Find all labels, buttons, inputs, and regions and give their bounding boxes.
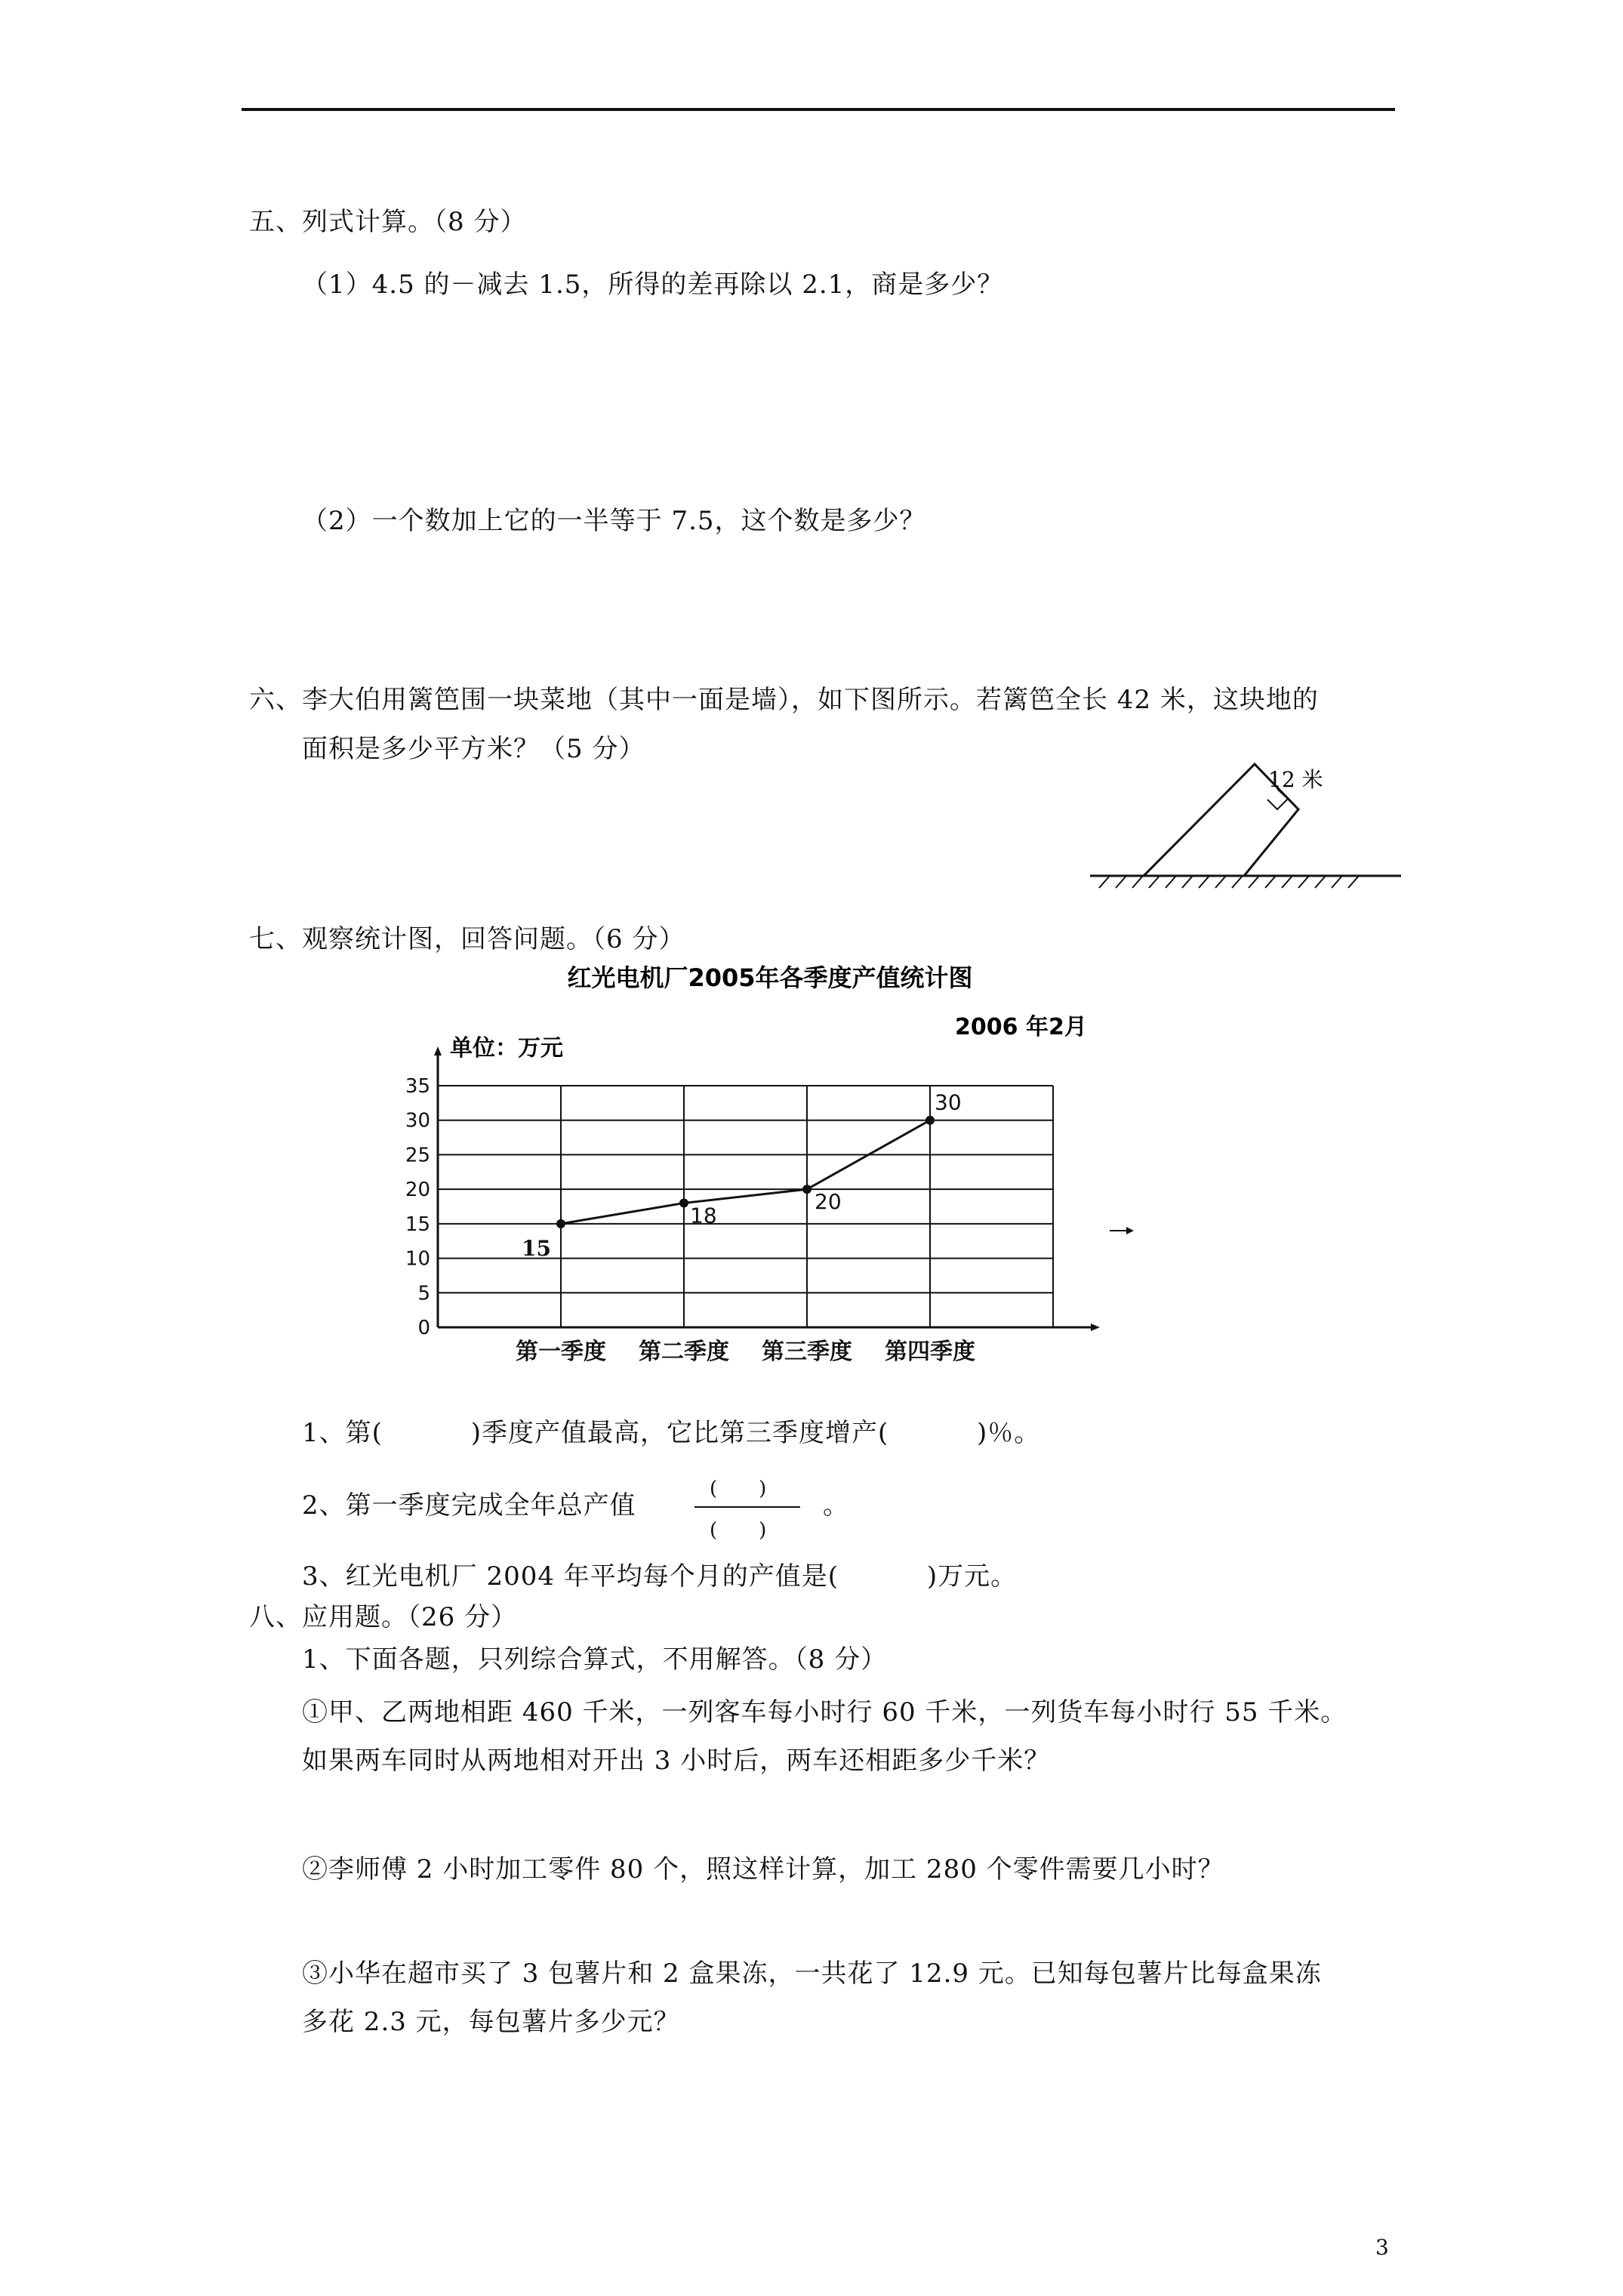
wall-hatching [1099,876,1359,888]
x-axis-arrow [1091,1324,1100,1331]
x-category-label: 第三季度 [762,1339,852,1365]
chart-y-ticks [405,1075,430,1339]
data-point-label: 20 [815,1189,842,1215]
section-6-line-1: 六、李大伯用篱笆围一块菜地（其中一面是墙），如下图所示。若篱笆全长 42 米，这块地的 [249,685,1319,715]
problem-3-line-2: 多花 2.3 元，每包薯片多少元？ [302,2007,680,2037]
problem-1-line-1: ①甲、乙两地相距 460 千米，一列客车每小时行 60 千米，一列货车每小时行 55 千米。 [302,1697,1347,1727]
data-point-label: 18 [690,1203,717,1228]
section-8-title: 八、应用题。（26 分） [249,1602,518,1632]
problem-2: ②李师傅 2 小时加工零件 80 个，照这样计算，加工 280 个零件需要几小时？ [302,1854,1224,1885]
y-axis-arrow [434,1046,442,1056]
series-line [561,1120,930,1224]
section-7-question-1: 1、第( )季度产值最高，它比第三季度增产( )％。 [302,1418,1041,1448]
data-point-label: 15 [522,1235,551,1261]
y-tick-label: 15 [405,1213,430,1236]
data-point [556,1219,565,1228]
right-angle-mark [1267,789,1288,809]
section-5-question-2: （2）一个数加上它的一半等于 7.5，这个数是多少？ [302,506,926,536]
chart-series [522,1090,962,1261]
data-point-label: 30 [935,1089,962,1115]
section-5-title: 五、列式计算。（8 分） [249,207,527,237]
section-7-title: 七、观察统计图，回答问题。（6 分） [249,924,685,954]
section-6-line-2: 面积是多少平方米？（5 分） [302,734,645,764]
section-7-question-2-prefix: 2、第一季度完成全年总产值 [302,1490,636,1521]
chart-y-unit-label: 单位：万元 [450,1035,563,1062]
data-point [925,1116,935,1125]
stray-arrow-head [1126,1227,1134,1234]
data-point [802,1185,812,1194]
x-category-label: 第一季度 [516,1339,606,1365]
page-number: 3 [1375,2235,1389,2260]
chart-title: 红光电机厂2005年各季度产值统计图 [567,963,973,992]
production-line-chart [393,957,1147,1380]
chart-x-categories [516,1339,975,1365]
section-7-question-2-suffix: 。 [823,1490,849,1521]
y-tick-label: 30 [405,1109,430,1133]
x-category-label: 第二季度 [639,1339,729,1365]
fraction-numerator: ( ) [710,1478,768,1500]
y-tick-label: 20 [405,1179,430,1202]
y-tick-label: 5 [417,1282,430,1305]
data-point [679,1198,688,1207]
header-rule [242,108,1395,111]
chart-date-note: 2006 年2月 [955,1014,1087,1040]
problem-1-line-2: 如果两车同时从两地相对开出 3 小时后，两车还相距多少千米？ [302,1746,1051,1776]
fraction-bar [694,1506,800,1508]
y-tick-label: 0 [417,1317,430,1339]
y-tick-label: 35 [405,1075,430,1098]
y-tick-label: 25 [405,1144,430,1167]
section-8-sub-1: 1、下面各题，只列综合算式，不用解答。（8 分） [302,1644,888,1675]
y-tick-label: 10 [405,1247,430,1271]
x-category-label: 第四季度 [885,1339,975,1365]
section-5-question-1: （1）4.5 的－减去 1.5，所得的差再除以 2.1，商是多少？ [302,270,1004,300]
chart-grid [438,1086,1053,1327]
fraction-denominator: ( ) [710,1519,768,1542]
problem-3-line-1: ③小华在超市买了 3 包薯片和 2 盒果冻，一共花了 12.9 元。已知每包薯片比每盒果冻 [302,1959,1322,1989]
section-7-question-3: 3、红光电机厂 2004 年平均每个月的产值是( )万元。 [302,1561,1018,1592]
fence-diagram [1079,755,1412,898]
fence-length-label: 12 米 [1268,767,1323,792]
